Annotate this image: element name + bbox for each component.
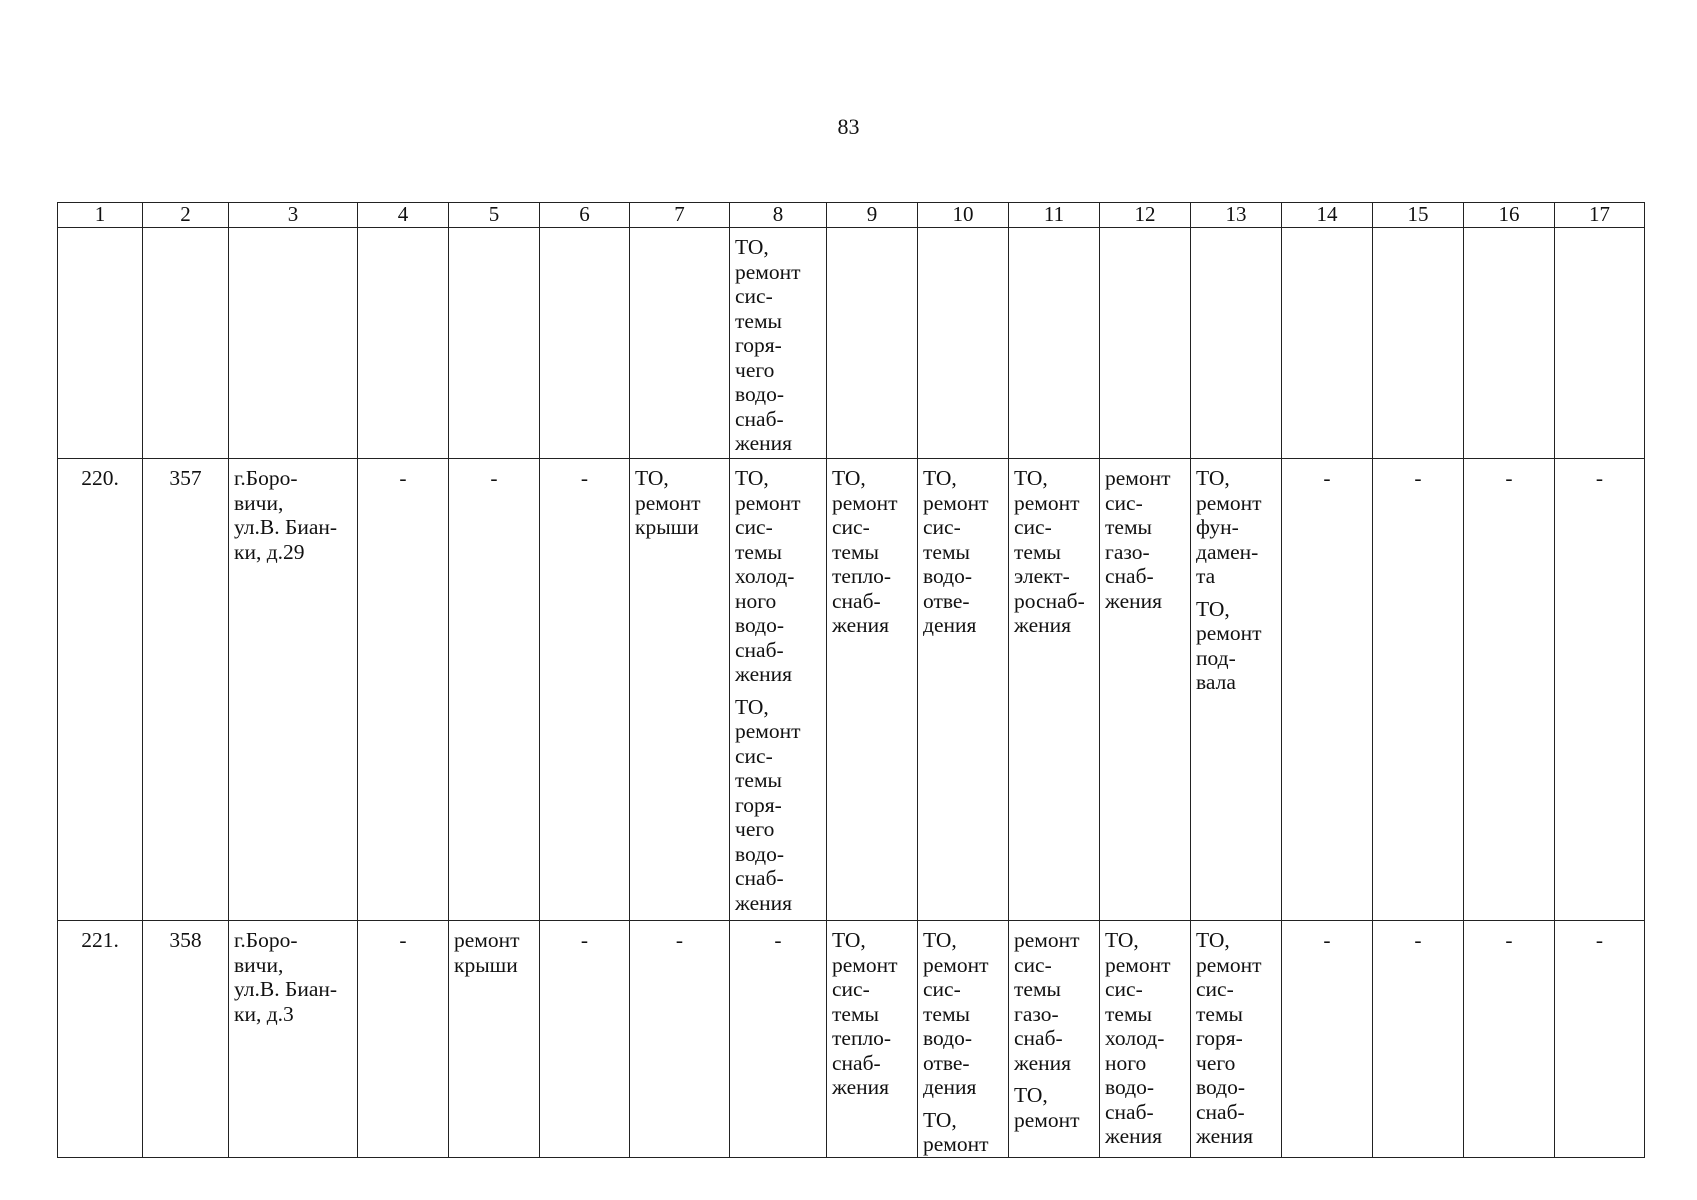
cell-text-line: водо- <box>923 564 972 588</box>
cell-text-line: 357 <box>169 466 202 490</box>
cell-text-line: фун- <box>1196 515 1239 539</box>
cell-text-line: ремонт <box>735 490 801 515</box>
table-cell-col-15 <box>1373 921 1464 1158</box>
cell-text-line: ремонт <box>635 490 701 515</box>
table-cell-col-2 <box>143 228 229 459</box>
table-cell-col-10 <box>918 459 1009 921</box>
column-number-7: 7 <box>630 203 730 228</box>
cell-text-line: ТО, <box>1105 928 1139 952</box>
cell-text-line: темы <box>1014 539 1061 564</box>
cell-text-line: та <box>1196 564 1216 588</box>
cell-text-line: ТО, <box>923 1107 957 1132</box>
cell-text-line: ремонт <box>923 952 989 977</box>
cell-text-line: ремонт <box>1105 952 1171 977</box>
cell-text-line: темы <box>1196 1001 1243 1026</box>
table-cell-col-3 <box>229 459 358 921</box>
cell-text-line: снаб- <box>1105 1099 1154 1124</box>
cell-text-line: - <box>399 928 407 952</box>
column-number-3: 3 <box>229 203 358 228</box>
cell-text-line: жения <box>1196 1124 1254 1148</box>
cell-text-line: чего <box>1196 1050 1236 1075</box>
cell-text-line: жения <box>735 431 793 455</box>
table-cell-col-16 <box>1464 228 1555 459</box>
table-cell-col-6 <box>540 459 630 921</box>
table-cell-col-3 <box>229 921 358 1158</box>
cell-text-line: - <box>774 928 782 952</box>
cell-text-line: - <box>1505 466 1513 490</box>
table-cell-col-7 <box>630 228 730 459</box>
table-cell-col-13 <box>1191 459 1282 921</box>
cell-text-line: отве- <box>923 1050 970 1075</box>
table-cell-col-13 <box>1191 921 1282 1158</box>
cell-text-line: водо- <box>923 1026 972 1050</box>
cell-text-line: сис- <box>735 515 773 539</box>
cell-text-line: ТО, <box>1196 466 1230 490</box>
cell-text-line: сис- <box>1014 515 1052 539</box>
column-number-5: 5 <box>449 203 540 228</box>
cell-text-line: г.Боро- <box>234 928 298 952</box>
table-row <box>58 459 1645 921</box>
table-cell-col-1 <box>58 459 143 921</box>
cell-text-line: ул.В. Биан- <box>234 977 338 1001</box>
cell-text-line: водо- <box>1105 1075 1154 1099</box>
cell-text-line: темы <box>832 1001 879 1026</box>
table-cell-col-14 <box>1282 459 1373 921</box>
column-number-row <box>58 203 1645 228</box>
cell-text-line: снаб- <box>735 866 784 890</box>
cell-text-line: горя- <box>735 792 782 817</box>
cell-text-line: ремонт <box>735 259 801 284</box>
cell-text-line: водо- <box>1196 1075 1245 1099</box>
cell-text-line: ного <box>735 588 777 613</box>
table-cell-col-6 <box>540 228 630 459</box>
column-number-6: 6 <box>540 203 630 228</box>
cell-text-line: темы <box>1105 1001 1152 1026</box>
column-number-9: 9 <box>827 203 918 228</box>
column-number-1: 1 <box>58 203 143 228</box>
column-number-13: 13 <box>1191 203 1282 228</box>
cell-text-line: г.Боро- <box>234 466 298 490</box>
cell-text-line: сис- <box>832 977 870 1001</box>
cell-text-line: холод- <box>1105 1026 1165 1050</box>
cell-text-line: ремонт <box>735 719 801 743</box>
column-number-12: 12 <box>1100 203 1191 228</box>
cell-text-line: ТО, <box>635 466 669 490</box>
cell-text-line: крыши <box>454 952 518 977</box>
cell-text-line: - <box>1323 928 1331 952</box>
column-number-14: 14 <box>1282 203 1373 228</box>
cell-text-line: - <box>1505 928 1513 952</box>
column-number-15: 15 <box>1373 203 1464 228</box>
column-number-4: 4 <box>358 203 449 228</box>
cell-text-line: - <box>1414 928 1422 952</box>
cell-text-line: снаб- <box>1196 1099 1245 1124</box>
column-number-11: 11 <box>1009 203 1100 228</box>
table-cell-col-4 <box>358 228 449 459</box>
cell-text-line: - <box>580 928 589 952</box>
cell-text-line: горя- <box>1196 1026 1243 1050</box>
cell-text-line: темы <box>735 308 782 333</box>
table-cell-col-16 <box>1464 921 1555 1158</box>
table-row <box>58 228 1645 459</box>
cell-text-line: вала <box>1196 670 1236 694</box>
cell-text-line: - <box>1595 466 1604 490</box>
table-cell-col-14 <box>1282 228 1373 459</box>
cell-text-line: темы <box>923 539 970 564</box>
cell-text-line: вичи, <box>234 490 284 515</box>
cell-text-line: дения <box>923 613 977 637</box>
table-cell-col-5 <box>449 459 540 921</box>
cell-text-line: темы <box>1105 515 1152 539</box>
table-cell-col-6 <box>540 921 630 1158</box>
table-cell-col-2 <box>143 921 229 1158</box>
cell-text-line: сис- <box>735 284 773 308</box>
table-cell-col-7 <box>630 921 730 1158</box>
cell-text-line: 358 <box>169 928 202 952</box>
cell-text-line: - <box>675 928 684 952</box>
table-cell-col-4 <box>358 459 449 921</box>
cell-text-line: ТО, <box>735 466 769 490</box>
table-cell-col-9 <box>827 228 918 459</box>
table-cell-col-12 <box>1100 459 1191 921</box>
cell-text-line: - <box>1323 466 1331 490</box>
table-cell-col-8 <box>730 228 827 459</box>
table-cell-col-14 <box>1282 921 1373 1158</box>
cell-text-line: элект- <box>1014 564 1070 588</box>
cell-text-line: 221. <box>81 928 119 952</box>
cell-text-line: ремонт <box>832 952 898 977</box>
table-cell-col-7 <box>630 459 730 921</box>
cell-text-line: ки, д.3 <box>234 1001 294 1026</box>
table-cell-col-9 <box>827 459 918 921</box>
cell-text-line: ТО, <box>832 928 866 952</box>
cell-text-line: темы <box>735 539 782 564</box>
cell-text-line: ремонт <box>1196 490 1262 515</box>
cell-text-line: снаб- <box>832 1050 881 1075</box>
cell-text-line: жения <box>735 890 793 915</box>
table-cell-col-3 <box>229 228 358 459</box>
cell-text-line: газо- <box>1105 539 1150 564</box>
cell-text-line: сис- <box>1105 977 1143 1001</box>
table-cell-col-13 <box>1191 228 1282 459</box>
cell-text-line: ТО, <box>923 928 957 952</box>
cell-text-line: холод- <box>735 564 795 588</box>
cell-text-line: тепло- <box>832 1026 892 1050</box>
cell-text-line: газо- <box>1014 1001 1059 1026</box>
cell-text-line: тепло- <box>832 564 892 588</box>
cell-text-line: ремонт <box>1196 621 1262 645</box>
cell-text-line: ТО, <box>735 235 769 259</box>
cell-text-line: ТО, <box>735 694 769 719</box>
table-cell-col-1 <box>58 228 143 459</box>
cell-text-line: ремонт <box>1014 928 1080 952</box>
cell-text-line: отве- <box>923 588 970 613</box>
cell-text-line: жения <box>1014 1050 1072 1075</box>
table-cell-col-11 <box>1009 459 1100 921</box>
cell-text-line: роснаб- <box>1014 588 1085 613</box>
cell-text-line: жения <box>832 613 890 637</box>
table-cell-col-10 <box>918 228 1009 459</box>
cell-text-line: снаб- <box>1014 1026 1063 1050</box>
table-cell-col-12 <box>1100 921 1191 1158</box>
block-gap <box>735 687 822 695</box>
cell-text-line: темы <box>923 1001 970 1026</box>
block-gap <box>923 1100 1004 1108</box>
cell-text-line: снаб- <box>1105 564 1154 588</box>
cell-text-line: ТО, <box>1014 466 1048 490</box>
cell-text-line: жения <box>1105 588 1163 613</box>
table-cell-col-11 <box>1009 921 1100 1158</box>
table-cell-col-11 <box>1009 228 1100 459</box>
page-number: 83 <box>837 114 860 139</box>
cell-text-line: ремонт <box>923 1132 989 1156</box>
cell-text-line: ТО, <box>1014 1083 1048 1107</box>
repair-schedule-table <box>57 202 1645 1158</box>
table-cell-col-4 <box>358 921 449 1158</box>
cell-text-line: сис- <box>1014 952 1052 977</box>
cell-text-line: ТО, <box>1196 596 1230 621</box>
cell-text-line: ремонт <box>832 490 898 515</box>
column-number-8: 8 <box>730 203 827 228</box>
column-number-10: 10 <box>918 203 1009 228</box>
cell-text-line: жения <box>1105 1124 1163 1148</box>
cell-text-line: сис- <box>923 977 961 1001</box>
table-cell-col-15 <box>1373 459 1464 921</box>
table-cell-col-17 <box>1555 228 1645 459</box>
cell-text-line: ремонт <box>1196 952 1262 977</box>
table-cell-col-5 <box>449 228 540 459</box>
cell-text-line: водо- <box>735 613 784 637</box>
cell-text-line: жения <box>832 1075 890 1099</box>
cell-text-line: - <box>490 466 498 490</box>
cell-text-line: ремонт <box>454 928 520 952</box>
table-row <box>58 921 1645 1158</box>
table-cell-col-1 <box>58 921 143 1158</box>
table-cell-col-17 <box>1555 459 1645 921</box>
cell-text-line: - <box>399 466 407 490</box>
cell-text-line: снаб- <box>832 588 881 613</box>
cell-text-line: дения <box>923 1075 977 1099</box>
cell-text-line: ТО, <box>923 466 957 490</box>
cell-text-line: - <box>580 466 589 490</box>
cell-text-line: ки, д.29 <box>234 539 305 564</box>
cell-text-line: крыши <box>635 515 699 539</box>
cell-text-line: ремонт <box>1014 490 1080 515</box>
cell-text-line: ного <box>1105 1050 1147 1075</box>
cell-text-line: темы <box>832 539 879 564</box>
cell-text-line: ТО, <box>1196 928 1230 952</box>
table-cell-col-15 <box>1373 228 1464 459</box>
table-cell-col-16 <box>1464 459 1555 921</box>
cell-text-line: сис- <box>1105 490 1143 515</box>
cell-text-line: ремонт <box>1105 466 1171 490</box>
cell-text-line: ТО, <box>832 466 866 490</box>
table-cell-col-17 <box>1555 921 1645 1158</box>
cell-text-line: ул.В. Биан- <box>234 515 338 539</box>
cell-text-line: - <box>1414 466 1422 490</box>
cell-text-line: снаб- <box>735 637 784 662</box>
cell-text-line: темы <box>1014 977 1061 1001</box>
cell-text-line: ремонт <box>923 490 989 515</box>
cell-text-line: - <box>1595 928 1604 952</box>
cell-text-line: сис- <box>735 743 773 768</box>
cell-text-line: сис- <box>923 515 961 539</box>
cell-text-line: ремонт <box>1014 1107 1080 1132</box>
column-number-16: 16 <box>1464 203 1555 228</box>
block-gap <box>1196 589 1277 597</box>
table-cell-col-8 <box>730 459 827 921</box>
cell-text-line: жения <box>1014 613 1072 637</box>
column-number-2: 2 <box>143 203 229 228</box>
cell-text-line: сис- <box>832 515 870 539</box>
table-cell-col-12 <box>1100 228 1191 459</box>
block-gap <box>1014 1075 1095 1083</box>
cell-text-line: горя- <box>735 333 782 357</box>
column-number-17: 17 <box>1555 203 1645 228</box>
cell-text-line: чего <box>735 357 775 382</box>
table-cell-col-2 <box>143 459 229 921</box>
cell-text-line: 220. <box>81 466 119 490</box>
cell-text-line: водо- <box>735 382 784 406</box>
cell-text-line: дамен- <box>1196 539 1259 564</box>
cell-text-line: жения <box>735 662 793 686</box>
table-cell-col-8 <box>730 921 827 1158</box>
cell-text-line: чего <box>735 817 775 841</box>
cell-text-line: водо- <box>735 841 784 866</box>
table-cell-col-9 <box>827 921 918 1158</box>
cell-text-line: вичи, <box>234 952 284 977</box>
cell-text-line: сис- <box>1196 977 1234 1001</box>
cell-text-line: снаб- <box>735 406 784 431</box>
cell-text-line: темы <box>735 768 782 792</box>
table-cell-col-5 <box>449 921 540 1158</box>
table-cell-col-10 <box>918 921 1009 1158</box>
cell-text-line: под- <box>1196 645 1236 670</box>
